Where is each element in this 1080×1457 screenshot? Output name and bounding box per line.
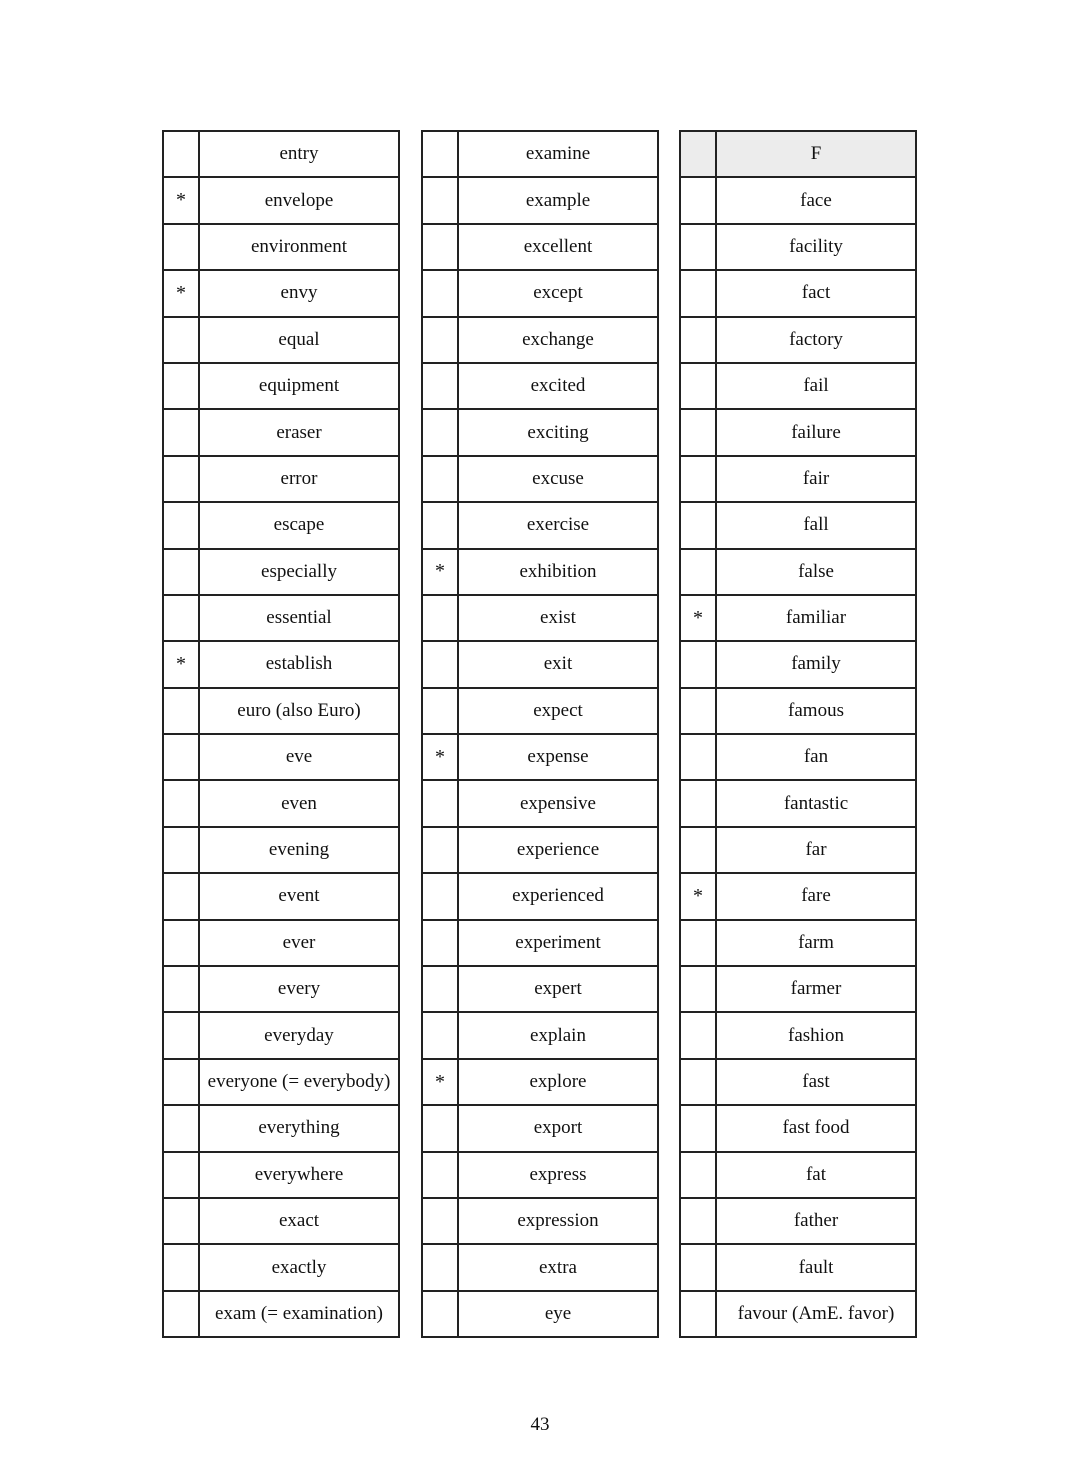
vocabulary-word: examine <box>458 131 658 177</box>
asterisk-mark-cell <box>422 688 458 734</box>
asterisk-mark-cell <box>422 873 458 919</box>
asterisk-mark-cell <box>680 131 716 177</box>
asterisk-mark-cell <box>163 1105 199 1151</box>
asterisk-mark-cell <box>422 456 458 502</box>
vocabulary-word: everyone (= everybody) <box>199 1059 399 1105</box>
word-table-column-1 <box>162 130 400 1338</box>
asterisk-mark-cell <box>163 966 199 1012</box>
table-row <box>680 549 916 595</box>
table-row <box>422 920 658 966</box>
vocabulary-word: error <box>199 456 399 502</box>
table-row <box>680 363 916 409</box>
asterisk-mark-cell <box>163 1244 199 1290</box>
asterisk-mark-cell <box>680 317 716 363</box>
asterisk-mark-cell <box>680 1198 716 1244</box>
asterisk-mark-cell <box>163 827 199 873</box>
asterisk-mark-cell <box>422 920 458 966</box>
table-row <box>422 177 658 223</box>
table-row <box>680 1059 916 1105</box>
table-row <box>422 1012 658 1058</box>
vocabulary-word: evening <box>199 827 399 873</box>
table-row <box>680 409 916 455</box>
asterisk-mark-cell <box>422 363 458 409</box>
asterisk-mark-cell <box>422 1198 458 1244</box>
table-row <box>422 317 658 363</box>
table-row <box>422 966 658 1012</box>
table-row <box>422 827 658 873</box>
asterisk-mark-cell <box>163 734 199 780</box>
vocabulary-word: environment <box>199 224 399 270</box>
vocabulary-word: every <box>199 966 399 1012</box>
table-row <box>163 734 399 780</box>
vocabulary-word: euro (also Euro) <box>199 688 399 734</box>
vocabulary-word: fair <box>716 456 916 502</box>
asterisk-mark-cell <box>422 1291 458 1337</box>
table-row <box>422 688 658 734</box>
table-row <box>680 920 916 966</box>
vocabulary-word: exact <box>199 1198 399 1244</box>
vocabulary-word: exactly <box>199 1244 399 1290</box>
table-row <box>680 456 916 502</box>
table-row <box>680 827 916 873</box>
vocabulary-word: far <box>716 827 916 873</box>
table-row <box>163 177 399 223</box>
vocabulary-word: essential <box>199 595 399 641</box>
vocabulary-word: fast food <box>716 1105 916 1151</box>
vocabulary-word: exist <box>458 595 658 641</box>
vocabulary-word: expect <box>458 688 658 734</box>
asterisk-mark-cell <box>422 966 458 1012</box>
table-row <box>680 873 916 919</box>
vocabulary-word: fact <box>716 270 916 316</box>
page-number: 43 <box>530 1414 550 1435</box>
vocabulary-word: exhibition <box>458 549 658 595</box>
vocabulary-word: familiar <box>716 595 916 641</box>
asterisk-mark-cell <box>422 224 458 270</box>
asterisk-mark-cell <box>163 1198 199 1244</box>
asterisk-mark-cell <box>680 456 716 502</box>
table-row <box>422 270 658 316</box>
vocabulary-word: farmer <box>716 966 916 1012</box>
asterisk-mark-cell <box>680 363 716 409</box>
table-row <box>163 595 399 641</box>
vocabulary-word: expression <box>458 1198 658 1244</box>
vocabulary-word: except <box>458 270 658 316</box>
vocabulary-word: especially <box>199 549 399 595</box>
vocabulary-word: even <box>199 780 399 826</box>
asterisk-mark-cell <box>422 1244 458 1290</box>
table-row <box>680 177 916 223</box>
asterisk-mark-cell <box>680 270 716 316</box>
asterisk-mark-cell <box>680 780 716 826</box>
vocabulary-word: expert <box>458 966 658 1012</box>
table-row <box>680 595 916 641</box>
table-row <box>163 409 399 455</box>
vocabulary-word: establish <box>199 641 399 687</box>
asterisk-mark-cell <box>163 409 199 455</box>
vocabulary-word: fat <box>716 1152 916 1198</box>
asterisk-mark-cell: * <box>680 595 716 641</box>
section-header-row <box>680 131 916 177</box>
asterisk-mark-cell <box>422 827 458 873</box>
asterisk-mark-cell <box>680 1291 716 1337</box>
word-table-column-3 <box>679 130 917 1338</box>
asterisk-mark-cell <box>680 827 716 873</box>
table-row <box>680 1198 916 1244</box>
table-row <box>163 920 399 966</box>
table-row <box>422 409 658 455</box>
table-row <box>163 1059 399 1105</box>
vocabulary-word: fail <box>716 363 916 409</box>
table-row <box>163 1012 399 1058</box>
table-row <box>422 131 658 177</box>
vocabulary-word: facility <box>716 224 916 270</box>
asterisk-mark-cell <box>680 177 716 223</box>
asterisk-mark-cell <box>163 1291 199 1337</box>
vocabulary-word: fall <box>716 502 916 548</box>
vocabulary-word: everything <box>199 1105 399 1151</box>
asterisk-mark-cell <box>680 734 716 780</box>
table-row <box>163 502 399 548</box>
asterisk-mark-cell <box>680 409 716 455</box>
table-row <box>422 641 658 687</box>
asterisk-mark-cell <box>163 1059 199 1105</box>
vocabulary-word: exercise <box>458 502 658 548</box>
asterisk-mark-cell <box>422 131 458 177</box>
asterisk-mark-cell: * <box>163 641 199 687</box>
asterisk-mark-cell: * <box>422 549 458 595</box>
vocabulary-word: equipment <box>199 363 399 409</box>
vocabulary-word: fare <box>716 873 916 919</box>
table-row <box>680 502 916 548</box>
table-row <box>163 780 399 826</box>
table-row <box>163 131 399 177</box>
vocabulary-word: favour (AmE. favor) <box>716 1291 916 1337</box>
vocabulary-word: expense <box>458 734 658 780</box>
vocabulary-word: excellent <box>458 224 658 270</box>
asterisk-mark-cell <box>680 1244 716 1290</box>
asterisk-mark-cell <box>163 1012 199 1058</box>
table-row <box>163 363 399 409</box>
table-row <box>163 317 399 363</box>
table-row <box>163 1198 399 1244</box>
asterisk-mark-cell <box>163 317 199 363</box>
asterisk-mark-cell <box>680 920 716 966</box>
vocabulary-word: factory <box>716 317 916 363</box>
table-row <box>680 734 916 780</box>
asterisk-mark-cell <box>680 966 716 1012</box>
vocabulary-word: fantastic <box>716 780 916 826</box>
asterisk-mark-cell <box>163 502 199 548</box>
asterisk-mark-cell: * <box>422 734 458 780</box>
asterisk-mark-cell <box>163 688 199 734</box>
vocabulary-word: ever <box>199 920 399 966</box>
table-row <box>163 224 399 270</box>
vocabulary-word: father <box>716 1198 916 1244</box>
vocabulary-word: famous <box>716 688 916 734</box>
asterisk-mark-cell <box>422 409 458 455</box>
vocabulary-word: envelope <box>199 177 399 223</box>
vocabulary-word: exciting <box>458 409 658 455</box>
table-row <box>422 873 658 919</box>
vocabulary-word: eraser <box>199 409 399 455</box>
asterisk-mark-cell <box>422 317 458 363</box>
table-row <box>422 224 658 270</box>
table-row <box>163 1244 399 1290</box>
table-row <box>422 363 658 409</box>
table-row <box>163 1291 399 1337</box>
table-row <box>422 780 658 826</box>
asterisk-mark-cell <box>422 595 458 641</box>
vocabulary-word: envy <box>199 270 399 316</box>
asterisk-mark-cell <box>680 224 716 270</box>
vocabulary-word: exam (= examination) <box>199 1291 399 1337</box>
table-row <box>680 1291 916 1337</box>
vocabulary-word: farm <box>716 920 916 966</box>
vocabulary-word: event <box>199 873 399 919</box>
asterisk-mark-cell: * <box>680 873 716 919</box>
vocabulary-word: excited <box>458 363 658 409</box>
table-row <box>163 827 399 873</box>
vocabulary-word: failure <box>716 409 916 455</box>
table-row <box>163 549 399 595</box>
vocabulary-word: example <box>458 177 658 223</box>
asterisk-mark-cell <box>422 1012 458 1058</box>
asterisk-mark-cell <box>680 641 716 687</box>
vocabulary-word: extra <box>458 1244 658 1290</box>
vocabulary-word: eye <box>458 1291 658 1337</box>
table-row <box>163 966 399 1012</box>
asterisk-mark-cell <box>680 502 716 548</box>
asterisk-mark-cell <box>163 1152 199 1198</box>
vocabulary-word: eve <box>199 734 399 780</box>
vocabulary-word: fashion <box>716 1012 916 1058</box>
asterisk-mark-cell <box>680 1152 716 1198</box>
vocabulary-word: fan <box>716 734 916 780</box>
vocabulary-word: fault <box>716 1244 916 1290</box>
table-row <box>422 502 658 548</box>
vocabulary-word: expensive <box>458 780 658 826</box>
section-letter: F <box>716 131 916 177</box>
table-row <box>422 734 658 780</box>
asterisk-mark-cell <box>680 1059 716 1105</box>
asterisk-mark-cell <box>163 131 199 177</box>
asterisk-mark-cell <box>422 1152 458 1198</box>
word-table-column-2 <box>421 130 659 1338</box>
table-row <box>680 1012 916 1058</box>
table-row <box>422 1244 658 1290</box>
vocabulary-word: false <box>716 549 916 595</box>
table-row <box>680 1244 916 1290</box>
table-row <box>422 549 658 595</box>
asterisk-mark-cell: * <box>163 270 199 316</box>
asterisk-mark-cell: * <box>422 1059 458 1105</box>
asterisk-mark-cell <box>163 873 199 919</box>
vocabulary-word: export <box>458 1105 658 1151</box>
asterisk-mark-cell <box>680 549 716 595</box>
table-row <box>163 641 399 687</box>
vocabulary-word: face <box>716 177 916 223</box>
table-row <box>680 641 916 687</box>
asterisk-mark-cell <box>163 456 199 502</box>
asterisk-mark-cell: * <box>163 177 199 223</box>
table-row <box>163 688 399 734</box>
table-row <box>680 270 916 316</box>
vocabulary-word: experienced <box>458 873 658 919</box>
asterisk-mark-cell <box>422 177 458 223</box>
asterisk-mark-cell <box>680 688 716 734</box>
table-row <box>680 1152 916 1198</box>
asterisk-mark-cell <box>163 780 199 826</box>
vocabulary-word: escape <box>199 502 399 548</box>
table-row <box>422 1198 658 1244</box>
asterisk-mark-cell <box>163 224 199 270</box>
asterisk-mark-cell <box>422 780 458 826</box>
table-row <box>680 317 916 363</box>
vocabulary-word: experience <box>458 827 658 873</box>
vocabulary-word: exchange <box>458 317 658 363</box>
table-row <box>163 873 399 919</box>
vocabulary-word: fast <box>716 1059 916 1105</box>
asterisk-mark-cell <box>163 363 199 409</box>
asterisk-mark-cell <box>680 1012 716 1058</box>
asterisk-mark-cell <box>163 549 199 595</box>
vocabulary-word: everyday <box>199 1012 399 1058</box>
vocabulary-word: equal <box>199 317 399 363</box>
table-row <box>680 1105 916 1151</box>
table-row <box>163 1105 399 1151</box>
vocabulary-word: explore <box>458 1059 658 1105</box>
table-row <box>422 1105 658 1151</box>
vocabulary-word: exit <box>458 641 658 687</box>
table-row <box>422 1291 658 1337</box>
table-row <box>680 224 916 270</box>
table-row <box>680 688 916 734</box>
table-row <box>680 966 916 1012</box>
vocabulary-word: family <box>716 641 916 687</box>
table-row <box>163 456 399 502</box>
asterisk-mark-cell <box>422 270 458 316</box>
vocabulary-word: excuse <box>458 456 658 502</box>
table-row <box>163 1152 399 1198</box>
table-row <box>422 1152 658 1198</box>
asterisk-mark-cell <box>680 1105 716 1151</box>
asterisk-mark-cell <box>163 595 199 641</box>
vocabulary-word: experiment <box>458 920 658 966</box>
table-row <box>422 456 658 502</box>
table-row <box>163 270 399 316</box>
asterisk-mark-cell <box>422 641 458 687</box>
asterisk-mark-cell <box>422 502 458 548</box>
table-row <box>422 1059 658 1105</box>
table-row <box>680 780 916 826</box>
asterisk-mark-cell <box>422 1105 458 1151</box>
vocabulary-word: entry <box>199 131 399 177</box>
asterisk-mark-cell <box>163 920 199 966</box>
vocabulary-word: explain <box>458 1012 658 1058</box>
vocabulary-word: express <box>458 1152 658 1198</box>
vocabulary-word: everywhere <box>199 1152 399 1198</box>
table-row <box>422 595 658 641</box>
